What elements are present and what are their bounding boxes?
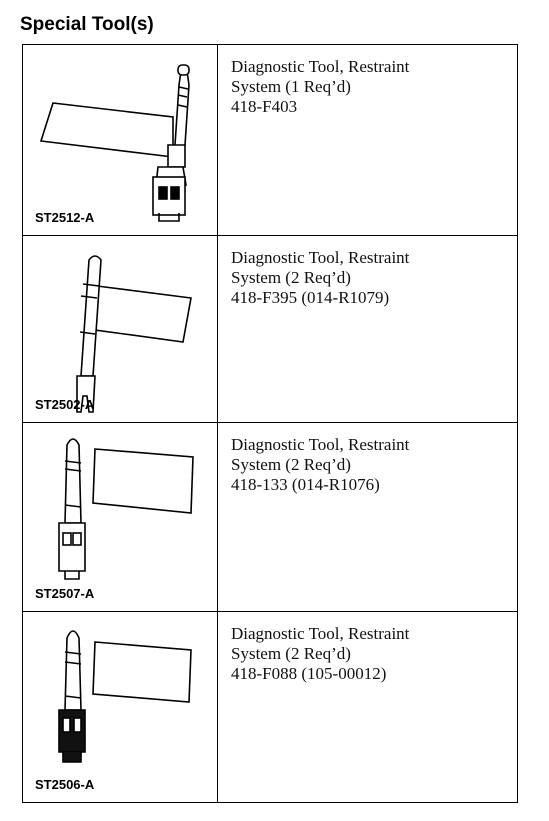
tool-description-line: 418-F403	[231, 97, 298, 116]
tool-description	[231, 57, 511, 117]
tool-image-cell	[23, 236, 218, 422]
tool-code: ST2502-A	[35, 397, 95, 412]
tool-row	[23, 45, 517, 236]
tool-description	[231, 624, 511, 684]
restraint-diagnostic-tool-black-connector-icon	[23, 612, 218, 802]
tool-row	[23, 423, 517, 612]
tool-description-line: Diagnostic Tool, Restraint	[231, 624, 410, 643]
tool-image-cell	[23, 423, 218, 611]
tool-row	[23, 236, 517, 423]
tool-description-line: 418-133 (014-R1076)	[231, 475, 380, 494]
tool-description-line: 418-F088 (105-00012)	[231, 664, 387, 683]
tool-code: ST2512-A	[35, 210, 95, 225]
special-tools-table	[22, 44, 518, 803]
restraint-diagnostic-tool-with-connector-icon	[23, 45, 218, 236]
tool-code: ST2506-A	[35, 777, 95, 792]
tool-description-line: Diagnostic Tool, Restraint	[231, 248, 410, 267]
restraint-diagnostic-tool-white-connector-icon	[23, 423, 218, 612]
tool-description-line: Diagnostic Tool, Restraint	[231, 57, 410, 76]
tool-description-line: System (2 Req’d)	[231, 644, 351, 663]
tool-image-cell	[23, 45, 218, 235]
tool-image-cell	[23, 612, 218, 802]
tool-code: ST2507-A	[35, 586, 95, 601]
tool-description-line: 418-F395 (014-R1079)	[231, 288, 390, 307]
tool-description-line: System (1 Req’d)	[231, 77, 351, 96]
section-title: Special Tool(s)	[20, 14, 154, 35]
tool-description	[231, 435, 511, 495]
tool-description-line: System (2 Req’d)	[231, 268, 351, 287]
restraint-diagnostic-tool-fork-end-icon	[23, 236, 218, 423]
tool-row	[23, 612, 517, 802]
tool-description-line: Diagnostic Tool, Restraint	[231, 435, 410, 454]
tool-description	[231, 248, 511, 308]
tool-description-line: System (2 Req’d)	[231, 455, 351, 474]
